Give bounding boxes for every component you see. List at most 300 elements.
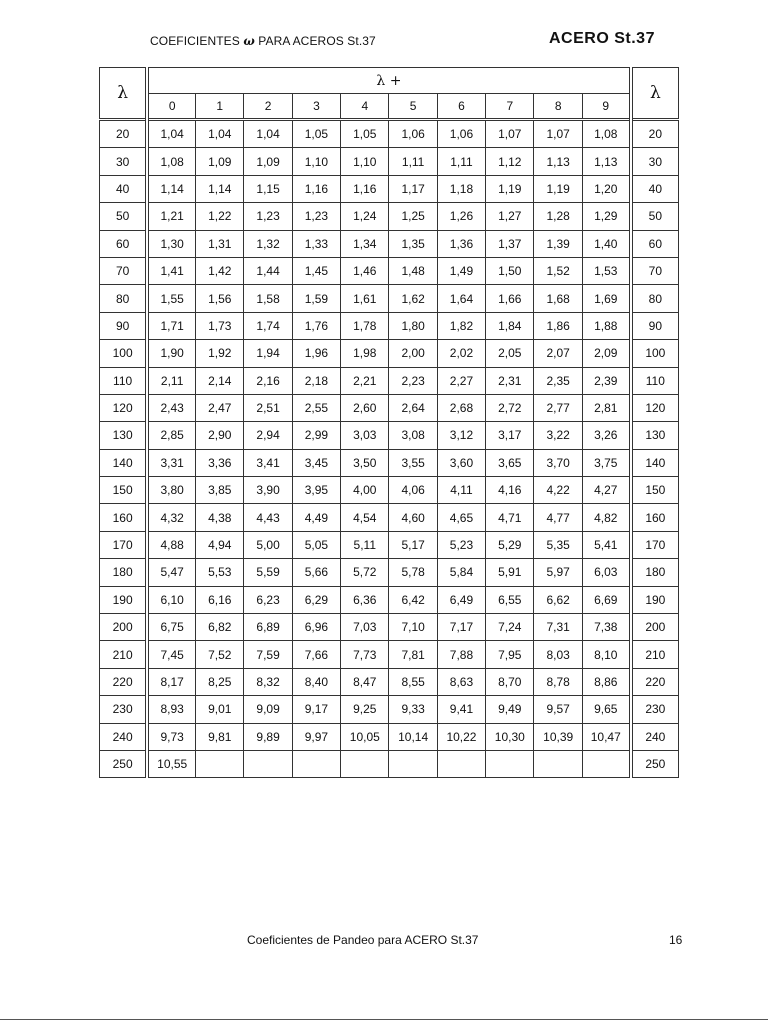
row-lambda-right: 90 (631, 312, 679, 339)
coefficient-cell: 1,18 (437, 175, 485, 202)
coefficient-cell (196, 750, 244, 777)
coefficient-cell: 1,10 (292, 148, 340, 175)
coefficient-cell: 1,11 (389, 148, 437, 175)
coefficient-cell: 2,94 (244, 422, 292, 449)
coefficient-cell: 2,43 (147, 394, 195, 421)
coefficient-cell: 9,57 (534, 696, 582, 723)
coefficient-cell: 1,58 (244, 285, 292, 312)
table-row (100, 230, 679, 257)
coefficient-cell: 5,59 (244, 559, 292, 586)
row-lambda-right: 220 (631, 668, 679, 695)
coefficient-cell: 2,09 (582, 340, 630, 367)
coefficient-cell: 1,13 (582, 148, 630, 175)
coefficient-cell (341, 750, 389, 777)
coefficient-cell: 1,17 (389, 175, 437, 202)
coefficient-cell: 8,10 (582, 641, 630, 668)
coefficient-cell: 8,63 (437, 668, 485, 695)
coefficient-cell: 10,22 (437, 723, 485, 750)
coefficient-cell: 1,78 (341, 312, 389, 339)
coefficient-cell: 7,66 (292, 641, 340, 668)
coefficient-cell: 3,85 (196, 477, 244, 504)
coefficient-cell: 1,69 (582, 285, 630, 312)
row-lambda-left: 160 (100, 504, 148, 531)
coefficient-cell: 4,49 (292, 504, 340, 531)
coefficient-cell: 4,38 (196, 504, 244, 531)
row-lambda-left: 250 (100, 750, 148, 777)
coefficient-cell: 2,21 (341, 367, 389, 394)
coefficient-cell: 1,33 (292, 230, 340, 257)
coefficient-cell (292, 750, 340, 777)
buckling-coefficient-table (99, 67, 679, 778)
coefficient-cell: 6,62 (534, 586, 582, 613)
coefficient-cell: 7,10 (389, 614, 437, 641)
coefficient-cell: 3,80 (147, 477, 195, 504)
header-suffix: PARA ACEROS St.37 (254, 34, 376, 48)
coefficient-cell: 3,70 (534, 449, 582, 476)
coefficient-cell: 1,86 (534, 312, 582, 339)
coefficient-cell: 4,11 (437, 477, 485, 504)
table-row (100, 449, 679, 476)
coefficient-cell (389, 750, 437, 777)
coefficient-cell: 5,00 (244, 531, 292, 558)
coefficient-cell: 5,47 (147, 559, 195, 586)
coefficient-cell: 3,95 (292, 477, 340, 504)
coefficient-cell: 6,36 (341, 586, 389, 613)
coefficient-cell: 3,17 (486, 422, 534, 449)
row-lambda-right: 240 (631, 723, 679, 750)
coefficient-cell: 2,47 (196, 394, 244, 421)
coefficient-cell: 1,53 (582, 257, 630, 284)
coefficient-cell: 1,52 (534, 257, 582, 284)
coefficient-cell: 2,16 (244, 367, 292, 394)
coefficient-cell: 1,11 (437, 148, 485, 175)
coefficient-cell: 1,08 (582, 120, 630, 148)
column-header-9: 9 (582, 94, 630, 120)
coefficient-cell: 10,30 (486, 723, 534, 750)
coefficient-cell: 1,09 (244, 148, 292, 175)
coefficient-cell: 1,66 (486, 285, 534, 312)
coefficient-cell: 10,05 (341, 723, 389, 750)
coefficient-cell: 7,24 (486, 614, 534, 641)
coefficient-cell: 6,69 (582, 586, 630, 613)
coefficient-cell: 1,16 (341, 175, 389, 202)
coefficient-cell: 5,91 (486, 559, 534, 586)
coefficient-cell: 5,66 (292, 559, 340, 586)
coefficient-cell: 5,29 (486, 531, 534, 558)
coefficient-cell: 3,41 (244, 449, 292, 476)
coefficient-cell: 1,90 (147, 340, 195, 367)
coefficient-cell: 1,44 (244, 257, 292, 284)
coefficient-cell: 1,30 (147, 230, 195, 257)
coefficient-cell: 7,38 (582, 614, 630, 641)
row-lambda-right: 170 (631, 531, 679, 558)
coefficient-cell: 4,60 (389, 504, 437, 531)
coefficient-cell: 4,06 (389, 477, 437, 504)
coefficient-cell: 1,61 (341, 285, 389, 312)
column-header-4: 4 (341, 94, 389, 120)
coefficient-cell (244, 750, 292, 777)
coefficient-cell: 2,02 (437, 340, 485, 367)
coefficient-cell: 4,16 (486, 477, 534, 504)
row-lambda-right: 70 (631, 257, 679, 284)
coefficient-cell: 5,35 (534, 531, 582, 558)
coefficient-cell: 1,82 (437, 312, 485, 339)
coefficient-cell: 10,39 (534, 723, 582, 750)
row-lambda-left: 60 (100, 230, 148, 257)
coefficient-cell: 6,42 (389, 586, 437, 613)
table-row (100, 257, 679, 284)
coefficient-cell: 6,96 (292, 614, 340, 641)
coefficient-cell: 2,77 (534, 394, 582, 421)
coefficient-cell: 3,08 (389, 422, 437, 449)
page-header-title (150, 34, 376, 48)
row-lambda-left: 30 (100, 148, 148, 175)
coefficient-cell: 8,25 (196, 668, 244, 695)
row-lambda-left: 80 (100, 285, 148, 312)
coefficient-cell: 2,51 (244, 394, 292, 421)
coefficient-cell: 3,90 (244, 477, 292, 504)
coefficient-cell: 2,85 (147, 422, 195, 449)
row-lambda-left: 150 (100, 477, 148, 504)
table-row (100, 477, 679, 504)
coefficient-cell: 1,37 (486, 230, 534, 257)
coefficient-cell: 1,48 (389, 257, 437, 284)
coefficient-cell: 1,50 (486, 257, 534, 284)
coefficient-cell: 1,12 (486, 148, 534, 175)
coefficient-cell: 1,56 (196, 285, 244, 312)
coefficient-cell: 1,55 (147, 285, 195, 312)
coefficient-cell: 6,49 (437, 586, 485, 613)
coefficient-cell: 5,97 (534, 559, 582, 586)
coefficient-cell: 4,43 (244, 504, 292, 531)
coefficient-cell: 1,62 (389, 285, 437, 312)
coefficient-cell: 4,71 (486, 504, 534, 531)
coefficient-cell: 2,55 (292, 394, 340, 421)
coefficient-cell: 1,26 (437, 203, 485, 230)
row-lambda-right: 100 (631, 340, 679, 367)
coefficient-cell: 6,03 (582, 559, 630, 586)
table-row (100, 641, 679, 668)
coefficient-cell: 9,65 (582, 696, 630, 723)
row-lambda-right: 40 (631, 175, 679, 202)
coefficient-cell: 3,36 (196, 449, 244, 476)
row-lambda-right: 50 (631, 203, 679, 230)
coefficient-cell: 8,70 (486, 668, 534, 695)
coefficient-cell: 6,16 (196, 586, 244, 613)
coefficient-cell: 6,29 (292, 586, 340, 613)
coefficient-cell: 4,82 (582, 504, 630, 531)
lambda-plus-header: λ + (147, 68, 630, 94)
coefficient-cell: 8,40 (292, 668, 340, 695)
coefficient-cell: 1,21 (147, 203, 195, 230)
row-lambda-left: 200 (100, 614, 148, 641)
coefficient-cell: 8,32 (244, 668, 292, 695)
coefficient-cell: 9,25 (341, 696, 389, 723)
coefficient-cell: 5,78 (389, 559, 437, 586)
coefficient-cell: 7,45 (147, 641, 195, 668)
coefficient-cell: 2,07 (534, 340, 582, 367)
row-lambda-right: 200 (631, 614, 679, 641)
table-row (100, 723, 679, 750)
coefficient-cell: 8,17 (147, 668, 195, 695)
column-header-3: 3 (292, 94, 340, 120)
table-row (100, 586, 679, 613)
coefficient-cell: 4,88 (147, 531, 195, 558)
coefficient-cell: 1,19 (534, 175, 582, 202)
coefficient-cell: 1,32 (244, 230, 292, 257)
table-row (100, 285, 679, 312)
coefficient-cell: 1,76 (292, 312, 340, 339)
coefficient-cell: 9,41 (437, 696, 485, 723)
coefficient-cell: 1,15 (244, 175, 292, 202)
coefficient-cell: 3,26 (582, 422, 630, 449)
table-row (100, 203, 679, 230)
coefficient-cell: 6,82 (196, 614, 244, 641)
coefficient-cell: 1,28 (534, 203, 582, 230)
coefficient-cell: 9,01 (196, 696, 244, 723)
row-lambda-right: 150 (631, 477, 679, 504)
coefficient-cell: 1,71 (147, 312, 195, 339)
coefficient-cell: 3,12 (437, 422, 485, 449)
row-lambda-right: 20 (631, 120, 679, 148)
coefficient-cell: 5,05 (292, 531, 340, 558)
coefficient-cell: 3,55 (389, 449, 437, 476)
coefficient-cell: 5,11 (341, 531, 389, 558)
coefficient-cell: 1,40 (582, 230, 630, 257)
row-lambda-right: 210 (631, 641, 679, 668)
coefficient-cell: 5,41 (582, 531, 630, 558)
omega-symbol: ω (243, 34, 255, 48)
coefficient-cell: 4,77 (534, 504, 582, 531)
column-header-8: 8 (534, 94, 582, 120)
coefficient-cell: 1,29 (582, 203, 630, 230)
coefficient-cell: 1,98 (341, 340, 389, 367)
coefficient-cell: 1,23 (292, 203, 340, 230)
coefficient-cell: 2,39 (582, 367, 630, 394)
coefficient-cell: 7,73 (341, 641, 389, 668)
coefficient-cell: 1,41 (147, 257, 195, 284)
coefficient-cell: 4,32 (147, 504, 195, 531)
row-lambda-left: 140 (100, 449, 148, 476)
coefficient-cell: 10,14 (389, 723, 437, 750)
coefficient-cell: 1,23 (244, 203, 292, 230)
row-lambda-left: 40 (100, 175, 148, 202)
coefficient-cell: 1,19 (486, 175, 534, 202)
coefficient-cell: 3,60 (437, 449, 485, 476)
coefficient-cell: 2,11 (147, 367, 195, 394)
coefficient-cell: 9,09 (244, 696, 292, 723)
coefficient-cell: 9,97 (292, 723, 340, 750)
coefficient-cell: 1,24 (341, 203, 389, 230)
coefficient-cell: 8,93 (147, 696, 195, 723)
coefficient-cell: 1,10 (341, 148, 389, 175)
table-row (100, 120, 679, 148)
coefficient-cell: 1,14 (147, 175, 195, 202)
row-lambda-right: 140 (631, 449, 679, 476)
coefficient-cell: 7,17 (437, 614, 485, 641)
page-header-steel-grade: ACERO St.37 (549, 30, 655, 47)
row-lambda-left: 130 (100, 422, 148, 449)
row-lambda-right: 250 (631, 750, 679, 777)
coefficient-cell: 1,74 (244, 312, 292, 339)
coefficient-cell: 4,94 (196, 531, 244, 558)
row-lambda-right: 30 (631, 148, 679, 175)
coefficient-cell: 6,89 (244, 614, 292, 641)
coefficient-cell: 3,03 (341, 422, 389, 449)
lambda-header-right: λ (631, 68, 679, 120)
coefficient-cell: 5,23 (437, 531, 485, 558)
table-row (100, 367, 679, 394)
coefficient-cell: 7,52 (196, 641, 244, 668)
coefficient-cell: 9,17 (292, 696, 340, 723)
coefficient-cell: 1,20 (582, 175, 630, 202)
table-row (100, 531, 679, 558)
coefficient-cell: 10,55 (147, 750, 195, 777)
header-prefix: COEFICIENTES (150, 34, 244, 48)
coefficient-cell: 2,64 (389, 394, 437, 421)
coefficient-cell: 2,18 (292, 367, 340, 394)
coefficient-cell: 1,39 (534, 230, 582, 257)
row-lambda-right: 80 (631, 285, 679, 312)
coefficient-cell: 1,22 (196, 203, 244, 230)
coefficient-cell: 1,16 (292, 175, 340, 202)
coefficient-cell: 3,31 (147, 449, 195, 476)
row-lambda-right: 60 (631, 230, 679, 257)
coefficient-cell: 1,64 (437, 285, 485, 312)
coefficient-cell: 1,05 (341, 120, 389, 148)
table-row (100, 559, 679, 586)
row-lambda-right: 130 (631, 422, 679, 449)
coefficient-cell: 4,22 (534, 477, 582, 504)
coefficient-cell: 1,05 (292, 120, 340, 148)
coefficient-cell: 1,46 (341, 257, 389, 284)
coefficient-cell: 7,03 (341, 614, 389, 641)
coefficient-cell: 1,68 (534, 285, 582, 312)
lambda-header-left: λ (100, 68, 148, 120)
column-header-0: 0 (147, 94, 195, 120)
row-lambda-left: 90 (100, 312, 148, 339)
table-row (100, 696, 679, 723)
coefficient-cell: 1,04 (196, 120, 244, 148)
coefficient-cell: 1,25 (389, 203, 437, 230)
table-row (100, 148, 679, 175)
coefficient-cell: 8,55 (389, 668, 437, 695)
row-lambda-right: 230 (631, 696, 679, 723)
row-lambda-left: 180 (100, 559, 148, 586)
coefficient-cell: 8,03 (534, 641, 582, 668)
coefficient-cell: 2,14 (196, 367, 244, 394)
coefficient-cell: 8,78 (534, 668, 582, 695)
coefficient-cell: 5,53 (196, 559, 244, 586)
row-lambda-left: 20 (100, 120, 148, 148)
coefficient-cell: 2,00 (389, 340, 437, 367)
row-lambda-left: 170 (100, 531, 148, 558)
coefficient-cell: 9,89 (244, 723, 292, 750)
coefficient-cell: 1,35 (389, 230, 437, 257)
coefficient-cell: 1,96 (292, 340, 340, 367)
coefficient-cell (534, 750, 582, 777)
coefficient-cell: 1,13 (534, 148, 582, 175)
table-row (100, 422, 679, 449)
coefficient-cell: 3,45 (292, 449, 340, 476)
coefficient-cell: 5,72 (341, 559, 389, 586)
row-lambda-right: 190 (631, 586, 679, 613)
row-lambda-right: 110 (631, 367, 679, 394)
row-lambda-left: 230 (100, 696, 148, 723)
coefficient-cell: 1,92 (196, 340, 244, 367)
coefficient-cell: 1,09 (196, 148, 244, 175)
coefficient-cell: 1,06 (389, 120, 437, 148)
row-lambda-right: 180 (631, 559, 679, 586)
column-header-5: 5 (389, 94, 437, 120)
coefficient-cell (437, 750, 485, 777)
coefficient-cell: 2,05 (486, 340, 534, 367)
coefficient-cell: 1,49 (437, 257, 485, 284)
coefficient-cell: 1,94 (244, 340, 292, 367)
coefficient-cell: 2,27 (437, 367, 485, 394)
coefficient-cell: 9,33 (389, 696, 437, 723)
coefficient-cell: 9,49 (486, 696, 534, 723)
coefficient-cell: 3,75 (582, 449, 630, 476)
coefficient-cell: 4,00 (341, 477, 389, 504)
coefficient-cell: 3,22 (534, 422, 582, 449)
coefficient-cell: 9,81 (196, 723, 244, 750)
coefficient-cell: 8,86 (582, 668, 630, 695)
row-lambda-left: 210 (100, 641, 148, 668)
coefficient-cell: 2,99 (292, 422, 340, 449)
coefficient-cell: 2,81 (582, 394, 630, 421)
coefficient-cell: 1,31 (196, 230, 244, 257)
bottom-divider (0, 1019, 768, 1020)
coefficient-cell: 2,90 (196, 422, 244, 449)
column-header-1: 1 (196, 94, 244, 120)
coefficient-cell: 6,55 (486, 586, 534, 613)
coefficient-cell: 1,73 (196, 312, 244, 339)
coefficient-cell: 6,75 (147, 614, 195, 641)
coefficient-cell: 1,08 (147, 148, 195, 175)
coefficient-cell: 5,17 (389, 531, 437, 558)
coefficient-cell: 1,59 (292, 285, 340, 312)
coefficient-cell: 4,65 (437, 504, 485, 531)
row-lambda-left: 220 (100, 668, 148, 695)
row-lambda-left: 70 (100, 257, 148, 284)
coefficient-cell: 3,50 (341, 449, 389, 476)
coefficient-cell: 6,23 (244, 586, 292, 613)
table-row (100, 750, 679, 777)
table-row (100, 340, 679, 367)
coefficient-cell: 7,31 (534, 614, 582, 641)
coefficient-cell: 8,47 (341, 668, 389, 695)
row-lambda-left: 240 (100, 723, 148, 750)
coefficient-cell: 1,42 (196, 257, 244, 284)
table-row (100, 175, 679, 202)
coefficient-cell: 2,23 (389, 367, 437, 394)
coefficient-cell: 1,80 (389, 312, 437, 339)
page-number: 16 (669, 933, 683, 947)
table-row (100, 668, 679, 695)
coefficient-cell: 7,88 (437, 641, 485, 668)
row-lambda-left: 50 (100, 203, 148, 230)
coefficient-cell: 2,68 (437, 394, 485, 421)
table-row (100, 504, 679, 531)
table-row (100, 394, 679, 421)
column-header-7: 7 (486, 94, 534, 120)
row-lambda-left: 190 (100, 586, 148, 613)
coefficient-cell: 1,45 (292, 257, 340, 284)
page-footer-title: Coeficientes de Pandeo para ACERO St.37 (247, 933, 479, 947)
coefficient-cell: 1,36 (437, 230, 485, 257)
coefficient-cell: 1,06 (437, 120, 485, 148)
